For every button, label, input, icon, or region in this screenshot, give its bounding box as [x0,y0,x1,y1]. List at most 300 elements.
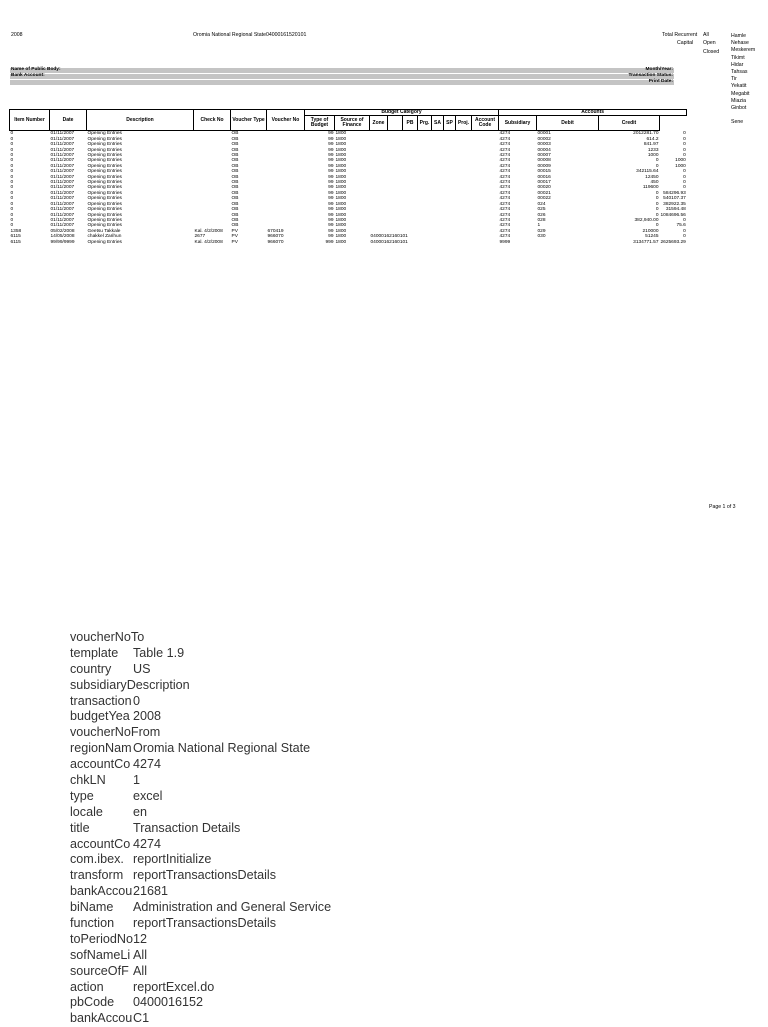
parameter-value: US [133,661,151,676]
cell-item-number: 0 [10,158,14,164]
cell-debit: 12450 [645,174,659,180]
cell-source-of-finance: 1800 [335,201,347,207]
col-group-accounts: Accounts [499,110,687,116]
cell-type-of-budget: 99 [328,169,334,175]
col-debit: Debit [537,116,599,131]
cell-account-code: 4274 [499,142,511,148]
cell-voucher-no: 966070 [267,239,284,245]
cell-type-of-budget: 99 [328,217,334,223]
cell-item-number: 6115 [10,234,21,240]
cell-type-of-budget: 99 [328,158,334,164]
col-zone: Zone [370,116,388,131]
col-proj: Proj. [456,116,472,131]
cell-description: Opening Entries [87,158,122,164]
month-year-label: Month/Year: [645,67,673,72]
cell-debit: 0 [655,201,659,207]
cell-debit: 0 [655,158,659,164]
status-open: Open [703,40,716,46]
cell-type-of-budget: 99 [328,190,334,196]
cell-debit: 119600 [642,185,659,191]
parameter-key: sofNameLi [70,947,131,962]
cell-description: Opening Entries [87,207,122,213]
cell-type-of-budget: 999 [325,239,334,245]
cell-item-number: 0 [10,196,14,202]
cell-voucher-type: OB [231,201,239,207]
cell-account-code: 4274 [499,234,511,240]
parameter-key: transaction [70,693,132,708]
cell-voucher-type: OB [231,131,239,137]
cell-voucher-type: OB [231,185,239,191]
cell-date: 01/11/2007 [50,185,75,191]
cell-date: 01/11/2007 [50,169,75,175]
month-item: Hamle [731,33,746,39]
cell-date: 01/11/2007 [50,142,75,148]
col-group-budget-category: Budget Category [305,110,499,116]
cell-voucher-type: OB [231,136,239,142]
parameter-key: toPeriodNo [70,931,134,946]
parameter-key: locale [70,804,103,819]
cell-description: Opening Entries [87,185,122,191]
month-item: Sene [731,119,744,126]
cell-description: Opening Entries [87,142,122,148]
cell-credit: 0 [683,136,686,142]
info-bar-print-date [10,80,674,85]
col-sp: SP [444,116,456,131]
col-voucher-type: Voucher Type [231,110,267,131]
print-date-label: Print Date: [648,79,673,84]
cell-subsidiary: 1 [537,223,541,229]
cell-description: Opening Entries [87,180,122,186]
cell-debit: 51245 [645,234,659,240]
cell-subsidiary: 00015 [537,169,551,175]
cell-debit: 3134771.57 [633,239,659,245]
table-row [10,240,687,245]
cell-item-number: 0 [10,142,14,148]
cell-debit: 1000 [647,153,659,159]
cell-subsidiary: 00016 [537,174,551,180]
cell-budget-detail: 04000162160101 [370,239,408,245]
cell-source-of-finance: 1800 [335,174,347,180]
parameter-value: Transaction Details [133,820,241,835]
cell-date: 01/11/2007 [50,180,75,186]
cell-credit: 1000 [675,163,686,169]
cell-description: Opening Entries [87,217,122,223]
parameter-key: country [70,661,112,676]
cell-credit: 0 [683,174,686,180]
cell-source-of-finance: 1800 [335,239,347,245]
cell-account-code: 4274 [499,163,511,169]
cell-source-of-finance: 1800 [335,234,347,240]
cell-item-number: 0 [10,169,14,175]
cell-account-code: 4274 [499,228,511,234]
cell-budget-detail: 04000162160101 [370,234,408,240]
parameter-key: bankAccou [70,1011,133,1026]
cell-item-number: 0 [10,223,14,229]
cell-credit: 382922.35 [663,201,686,207]
cell-debit: 450 [650,180,659,186]
cell-voucher-type: OB [231,147,239,153]
cell-type-of-budget: 99 [328,207,334,213]
cell-subsidiary: 024 [537,201,546,207]
parameter-value: reportExcel.do [133,979,215,994]
month-item: Tikimt [731,54,745,61]
cell-source-of-finance: 1800 [335,190,347,196]
cell-description: Opening Entries [87,163,122,169]
col-date: Date [50,110,87,131]
parameter-value: 0400016152 [133,995,204,1010]
cell-voucher-type: OB [231,180,239,186]
col-item-number: Item Number [10,110,50,131]
cell-debit: 0 [655,196,659,202]
cell-date: 01/11/2007 [50,163,75,169]
cell-type-of-budget: 99 [328,223,334,229]
status-closed: Closed [703,49,720,55]
cell-type-of-budget: 99 [328,185,334,191]
parameter-key: template [70,645,119,660]
cell-item-number: 0 [10,136,14,142]
col-description: Description [87,110,194,131]
cell-voucher-type: OB [231,163,239,169]
cell-type-of-budget: 99 [328,147,334,153]
parameter-value: All [133,947,147,962]
cell-description: Opening Entries [87,196,122,202]
cell-description: Opening Entries [87,201,122,207]
months-list [731,33,755,126]
cell-credit: 0 [683,228,686,234]
col-voucher-no: Voucher No [267,110,305,131]
cell-type-of-budget: 99 [328,131,334,137]
cell-debit: 614.2 [646,136,659,142]
cell-item-number: 0 [10,190,14,196]
cell-voucher-type: OB [231,158,239,164]
cell-account-code: 4274 [499,131,511,137]
cell-credit: 0 [683,147,686,153]
cell-debit: 1233 [647,147,659,153]
status-all: All [703,32,709,38]
cell-subsidiary: 00001 [537,131,551,137]
cell-subsidiary: 00020 [537,185,551,191]
transactions-body [10,131,687,245]
cell-description: Opening Entries [87,174,122,180]
month-item: Tahsas [731,69,748,76]
cell-account-code: 4274 [499,212,511,218]
cell-type-of-budget: 99 [328,212,334,218]
col-woreda [388,116,403,131]
parameter-key: voucherNoFrom [70,725,161,740]
cell-description: Opening Entries [87,131,122,137]
cell-debit: 2012281.70 [633,131,659,137]
cell-description: Opening Entries [87,239,122,245]
cell-credit: 0 [683,131,686,137]
public-body-label: Name of Public Body: [11,67,61,72]
cell-date: 01/11/2007 [50,217,75,223]
cell-check-no: Kal. 4/2/2008 [194,239,223,245]
parameter-value: en [133,804,148,819]
cell-credit: 0 [683,169,686,175]
cell-voucher-type: OB [231,142,239,148]
cell-type-of-budget: 99 [328,136,334,142]
cell-description: Geetsu Takkale [87,228,121,234]
cell-voucher-type: OB [231,207,239,213]
status-capital: Capital [677,40,694,46]
cell-source-of-finance: 1800 [335,153,347,159]
cell-source-of-finance: 1800 [335,180,347,186]
cell-type-of-budget: 99 [328,234,334,240]
parameter-key: title [70,820,90,835]
parameter-key: subsidiaryDescription [70,677,190,692]
parameter-value: reportTransactionsDetails [133,916,277,931]
cell-credit: 0 [683,234,686,240]
cell-source-of-finance: 1800 [335,228,347,234]
parameter-key: accountCo [70,757,131,772]
parameter-key: voucherNoTo [70,630,145,644]
status-block [662,33,722,57]
cell-description: chakkel Zarihun [87,234,122,240]
month-item: Nehase [731,40,749,47]
cell-credit: 0 [683,185,686,191]
cell-voucher-type: OB [231,190,239,196]
cell-credit: 540107.37 [663,196,686,202]
cell-subsidiary: 00021 [537,190,551,196]
cell-account-code: 4274 [499,196,511,202]
cell-source-of-finance: 1800 [335,147,347,153]
cell-account-code: 4274 [499,201,511,207]
info-bar-public-body [10,68,674,73]
cell-date: 01/11/2007 [50,153,75,159]
parameter-key: pbCode [70,995,115,1010]
col-pb: PB [403,116,418,131]
cell-voucher-type: OB [231,223,239,229]
parameter-value: 2008 [133,709,162,724]
cell-date: 05/02/2008 [50,228,75,234]
cell-date: 01/11/2007 [50,147,75,153]
cell-subsidiary [537,240,599,245]
parameter-key: regionNam [70,741,132,756]
cell-source-of-finance: 1800 [335,169,347,175]
cell-debit: 0 [655,207,659,213]
cell-account-code: 4274 [499,217,511,223]
cell-voucher-type: OB [231,174,239,180]
col-subsidiary: Subsidiary [499,116,537,131]
cell-voucher-type: PV [231,239,238,245]
cell-subsidiary: 00003 [537,142,551,148]
cell-type-of-budget: 99 [328,201,334,207]
cell-date: 14/05/2008 [50,234,75,240]
cell-date: 01/11/2007 [50,201,75,207]
cell-credit: 0 [683,142,686,148]
cell-debit: 342115.64 [636,169,659,175]
parameter-key: accountCo [70,836,131,851]
parameter-value: 1 [133,773,141,788]
parameter-key: budgetYea [70,709,130,724]
cell-voucher-type: OB [231,169,239,175]
cell-debit: 0 [655,163,659,169]
cell-account-code: 4274 [499,174,511,180]
cell-description: Opening Entries [87,223,122,229]
cell-account-code: 4274 [499,180,511,186]
cell-account-code: 4274 [499,147,511,153]
cell-description: Opening Entries [87,212,122,218]
cell-voucher-type: OB [231,153,239,159]
cell-credit: 75.6 [676,223,686,229]
cell-credit: 1084696.56 [660,212,686,218]
cell-source-of-finance: 1800 [335,185,347,191]
parameter-key: type [70,788,94,803]
cell-subsidiary: 028 [537,217,546,223]
parameter-value: C1 [133,1011,150,1026]
cell-account-code: 4274 [499,207,511,213]
total-recurrent-label: Total Recurrent [662,32,698,38]
cell-account-code: 4274 [499,136,511,142]
parameter-value: Table 1.9 [133,645,185,660]
cell-source-of-finance: 1800 [335,142,347,148]
cell-subsidiary: 00002 [537,136,551,142]
month-item: Miazia [731,97,746,104]
cell-account-code: 4274 [499,169,511,175]
cell-date: 01/11/2007 [50,212,75,218]
cell-date: 01/11/2007 [50,158,75,164]
parameter-key: sourceOfF [70,963,129,978]
parameter-key: function [70,916,115,931]
cell-type-of-budget: 99 [328,142,334,148]
cell-date: 01/11/2007 [50,131,75,137]
parameter-value: reportInitialize [133,852,212,867]
cell-source-of-finance: 1800 [335,131,347,137]
cell-account-code: 9999 [499,239,511,245]
col-type-of-budget: Type of Budget [305,116,335,131]
cell-item-number: 0 [10,217,14,223]
cell-item-number: 0 [10,201,14,207]
transaction-status-label: Transaction Status: [628,73,673,78]
report-year: 2008 [11,32,23,38]
parameter-value: reportTransactionsDetails [133,868,277,883]
cell-voucher-no: 670419 [267,228,284,234]
cell-description: Opening Entries [87,147,122,153]
cell-item-number: 0 [10,174,14,180]
cell-item-number: 0 [10,153,14,159]
cell-subsidiary: 00017 [537,180,551,186]
cell-voucher-no: 966070 [267,234,284,240]
cell-date: 01/11/2007 [50,196,75,202]
col-check-no: Check No [194,110,231,131]
cell-item-number: 0 [10,131,14,137]
cell-credit: 1000 [675,158,686,164]
cell-debit: 0 [655,223,659,229]
cell-debit: 382,940.00 [634,217,659,223]
cell-date: 01/11/2007 [50,190,75,196]
cell-voucher-type: PV [231,234,238,240]
parameter-key: biName [70,900,114,915]
cell-debit: 0 [655,212,659,218]
cell-voucher-type: PV [231,228,238,234]
cell-date: 01/11/2007 [50,207,75,213]
cell-account-code: 4274 [499,153,511,159]
cell-date: 01/11/2007 [50,136,75,142]
cell-subsidiary: 030 [537,234,546,240]
cell-type-of-budget: 99 [328,174,334,180]
cell-check-no: Kal. 4/2/2008 [194,228,223,234]
cell-source-of-finance: 1800 [335,196,347,202]
parameter-value: excel [133,788,163,803]
cell-debit: 841.97 [643,142,659,148]
cell-date: 99/99/9999 [50,239,75,245]
cell-type-of-budget: 99 [328,196,334,202]
transactions-table [9,109,687,245]
parameter-value: Oromia National Regional State [133,741,311,756]
parameter-value: Administration and General Service [133,900,332,915]
cell-voucher-type: OB [231,196,239,202]
info-bar-bank-account [10,74,674,79]
parameter-key: transform [70,868,124,883]
cell-item-number: 0 [10,147,14,153]
cell-subsidiary: 026 [537,212,546,218]
parameter-key: chkLN [70,773,106,788]
cell-item-number: 0 [10,207,14,213]
parameter-value: All [133,963,147,978]
month-item: Hidar [731,61,744,68]
cell-item-number: 0 [10,180,14,186]
cell-subsidiary: 025 [537,207,546,213]
cell-subsidiary: 00008 [537,158,551,164]
bank-account-label: Bank Account: [11,73,45,78]
cell-credit: 0 [683,217,686,223]
month-item: Tir [731,76,737,83]
cell-credit: 584296.93 [663,190,686,196]
col-credit: Credit [599,116,660,131]
parameter-value: 0 [133,693,141,708]
cell-type-of-budget: 99 [328,153,334,159]
cell-item-number: 0 [10,185,14,191]
parameter-key: bankAccou [70,884,133,899]
cell-subsidiary: 00007 [537,153,551,159]
month-item: Megabit [731,90,750,97]
cell-source-of-finance: 1800 [335,217,347,223]
parameter-value: 4274 [133,757,162,772]
cell-account-code: 4274 [499,185,511,191]
cell-type-of-budget: 99 [328,163,334,169]
cell-date: 01/11/2007 [50,223,75,229]
parameter-key: com.ibex. [70,852,124,867]
parameter-value: 4274 [133,836,162,851]
cell-source-of-finance: 1800 [335,223,347,229]
month-item: Meskerem [731,47,756,54]
cell-source-of-finance: 1800 [335,136,347,142]
page-number: Page 1 of 3 [709,504,736,510]
cell-source-of-finance: 1800 [335,207,347,213]
parameter-key: action [70,979,104,994]
cell-credit: 31594.48 [665,207,686,213]
col-sa: SA [432,116,444,131]
cell-item-number: 1358 [10,228,22,234]
col-account-code: Account Code [472,116,499,131]
cell-item-number: 6115 [10,239,21,245]
cell-subsidiary: 00009 [537,163,551,169]
cell-source-of-finance: 1800 [335,163,347,169]
cell-description: Opening Entries [87,169,122,175]
cell-type-of-budget: 99 [328,180,334,186]
cell-account-code: 4274 [499,223,511,229]
cell-source-of-finance: 1800 [335,212,347,218]
cell-subsidiary: 00022 [537,196,551,202]
cell-debit: 0 [655,190,659,196]
cell-item-number: 0 [10,163,14,169]
parameter-value: 12 [133,931,148,946]
cell-voucher-type: OB [231,217,239,223]
cell-date: 01/11/2007 [50,174,75,180]
cell-debit: 210000 [642,228,659,234]
cell-account-code: 4274 [499,158,511,164]
cell-description: Opening Entries [87,190,122,196]
